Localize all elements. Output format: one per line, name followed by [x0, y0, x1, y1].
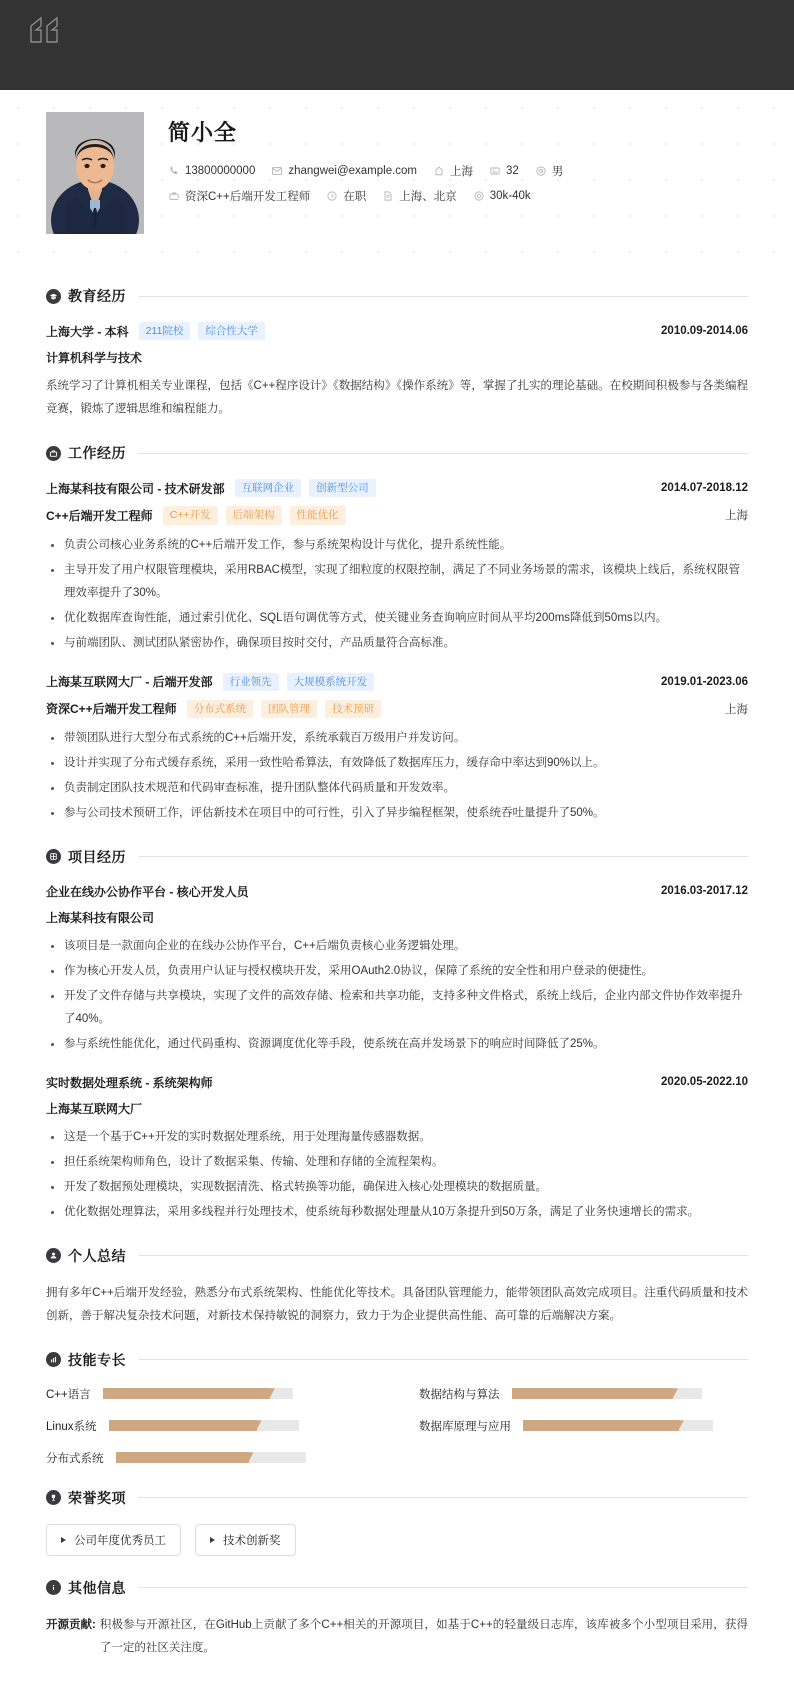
work-entry-headline [46, 673, 748, 691]
work-role: 资深C++后端开发工程师 [46, 702, 177, 717]
grid-icon [46, 849, 61, 864]
skill-progress-fill [523, 1420, 679, 1431]
work-role-line [46, 700, 748, 718]
award-label: 公司年度优秀员工 [74, 1534, 166, 1547]
top-banner [0, 0, 794, 90]
divider [138, 1497, 748, 1498]
work-date: 2014.07-2018.12 [661, 482, 748, 495]
work-company: 上海某互联网大厂 - 后端开发部 [46, 675, 213, 690]
profile-info [168, 112, 579, 213]
divider [138, 1587, 748, 1588]
project-entry-headline [46, 1074, 748, 1091]
trophy-icon [46, 1490, 61, 1505]
work-role-line [46, 506, 748, 524]
list-item: 担任系统架构师角色，设计了数据采集、传输、处理和存储的全流程架构。 [46, 1151, 748, 1174]
work-entry-headline [46, 479, 748, 497]
meta-gender-value: 男 [551, 166, 564, 178]
education-tag: 综合性大学 [198, 322, 265, 340]
section-projects [46, 847, 748, 1224]
list-item: 带领团队进行大型分布式系统的C++后端开发，系统承载百万级用户并发访问。 [46, 727, 748, 750]
id-card-icon [489, 165, 501, 177]
list-item: 这是一个基于C++开发的实时数据处理系统，用于处理海量传感器数据。 [46, 1126, 748, 1149]
other-info-text: 积极参与开源社区，在GitHub上贡献了多个C++相关的开源项目，如基于C++的轻量级日志库，该库被多个小型项目采用，获得了一定的社区关注度。 [99, 1618, 748, 1654]
info-icon [46, 1580, 61, 1595]
section-header-summary [46, 1246, 748, 1266]
skill-item [46, 1386, 375, 1402]
project-company: 上海某科技有限公司 [46, 910, 155, 925]
profile-header [0, 90, 794, 260]
list-item: 参与系统性能优化，通过代码重构、资源调度优化等手段，使系统在高并发场景下的响应时间降低了25%。 [46, 1033, 748, 1056]
project-date: 2016.03-2017.12 [661, 885, 748, 898]
section-other-info [46, 1578, 748, 1660]
project-date: 2020.05-2022.10 [661, 1076, 748, 1089]
education-school: 上海大学 - 本科 [46, 324, 129, 339]
section-title-other-info: 其他信息 [68, 1579, 126, 1596]
skill-progress-fill [109, 1420, 257, 1431]
resume-body [0, 260, 794, 1686]
home-icon [433, 165, 445, 177]
list-item: 优化数据处理算法，采用多线程并行处理技术，使系统每秒数据处理量从10万条提升到50万条，满足了业务快速增长的需求。 [46, 1201, 748, 1224]
page-title: 简小全 [168, 120, 238, 145]
list-item: 开发了数据预处理模块，实现数据清洗、格式转换等功能，确保进入核心处理模块的数据质量。 [46, 1176, 748, 1199]
list-item: 与前端团队、测试团队紧密协作，确保项目按时交付，产品质量符合高标准。 [46, 632, 748, 655]
other-info-label: 开源贡献: [46, 1618, 96, 1631]
skill-progress-track [109, 1420, 299, 1431]
skill-progress-fill [512, 1388, 674, 1399]
section-title-projects: 项目经历 [68, 848, 126, 865]
work-role-tag: 后端架构 [226, 506, 282, 524]
salary-icon [473, 190, 485, 202]
list-item: 作为核心开发人员，负责用户认证与授权模块开发，采用OAuth2.0协议，保障了系统的安全性和用户登录的便捷性。 [46, 960, 748, 983]
status-icon [326, 190, 338, 202]
list-item: 设计并实现了分布式缓存系统，采用一致性哈希算法，有效降低了数据库压力，缓存命中率达到90%以上。 [46, 752, 748, 775]
briefcase-icon [46, 446, 61, 461]
summary-text: 拥有多年C++后端开发经验，熟悉分布式系统架构、性能优化等技术。具备团队管理能力，能带领团队高效完成项目。注重代码质量和技术创新，善于解决复杂技术问题，对新技术保持敏锐的洞察力，致力于为企业提供高性能、高可靠的后端解决方案。 [46, 1286, 748, 1322]
meta-locations-value: 上海、北京 [399, 191, 457, 203]
divider [138, 856, 748, 857]
section-header-work [46, 443, 748, 463]
meta-status-value: 在职 [343, 191, 367, 203]
meta-city [433, 163, 473, 179]
meta-locations [382, 188, 457, 204]
project-entry [46, 1074, 748, 1224]
work-role-tag: C++开发 [163, 506, 218, 524]
section-work [46, 443, 748, 825]
award-label: 技术创新奖 [223, 1534, 281, 1547]
section-header-other-info [46, 1578, 748, 1598]
skill-progress-track [103, 1388, 293, 1399]
work-company-tag: 大规模系统开发 [287, 673, 375, 691]
person-icon [46, 1248, 61, 1263]
divider [138, 296, 748, 297]
meta-salary-value: 30k-40k [489, 190, 531, 202]
skill-item [419, 1418, 748, 1434]
awards-list [46, 1524, 748, 1556]
skill-label: 分布式系统 [46, 1452, 104, 1465]
work-company-tag: 互联网企业 [235, 479, 302, 497]
skill-label: 数据结构与算法 [419, 1388, 500, 1401]
list-item: 开发了文件存储与共享模块，实现了文件的高效存储、检索和共享功能，支持多种文件格式，系统上线后，企业内部文件协作效率提升了40%。 [46, 985, 748, 1031]
award-chip[interactable] [195, 1524, 296, 1556]
section-education [46, 286, 748, 421]
meta-status [326, 188, 366, 204]
list-item: 主导开发了用户权限管理模块，采用RBAC模型，实现了细粒度的权限控制，满足了不同业务场景的需求，该模块上线后，系统权限管理效率提升了30%。 [46, 559, 748, 605]
work-date: 2019.01-2023.06 [661, 675, 748, 688]
project-bullets [46, 935, 748, 1056]
mail-icon [271, 165, 283, 177]
skill-item [419, 1386, 748, 1402]
education-tag: 211院校 [139, 322, 191, 340]
project-name: 实时数据处理系统 - 系统架构师 [46, 1075, 213, 1090]
work-bullets [46, 727, 748, 825]
divider [138, 453, 748, 454]
divider [138, 1255, 748, 1256]
work-entry [46, 479, 748, 654]
phone-icon [168, 165, 180, 177]
quote-mark-icon [25, 12, 67, 54]
work-role-tag: 性能优化 [290, 506, 346, 524]
work-role-tag: 团队管理 [261, 700, 317, 718]
section-title-skills: 技能专长 [68, 1351, 126, 1368]
work-company: 上海某科技有限公司 - 技术研发部 [46, 481, 225, 496]
skill-progress-track [116, 1452, 306, 1463]
work-company-tag: 行业领先 [223, 673, 279, 691]
project-entry-headline [46, 883, 748, 900]
play-triangle-icon [210, 1537, 215, 1543]
list-item: 负责制定团队技术规范和代码审查标准，提升团队整体代码质量和开发效率。 [46, 777, 748, 800]
meta-row-job [168, 188, 579, 204]
gender-icon [535, 165, 547, 177]
work-bullets [46, 534, 748, 655]
skill-item [46, 1450, 375, 1466]
education-description: 系统学习了计算机相关专业课程，包括《C++程序设计》《数据结构》《操作系统》等，掌握了扎实的理论基础。在校期间积极参与各类编程竞赛，锻炼了逻辑思维和编程能力。 [46, 380, 748, 416]
section-title-awards: 荣誉奖项 [68, 1489, 126, 1506]
section-skills [46, 1350, 748, 1466]
skill-progress-fill [116, 1452, 249, 1463]
work-entry [46, 673, 748, 825]
skill-progress-fill [103, 1388, 270, 1399]
other-info-row [46, 1614, 748, 1660]
meta-email [271, 165, 417, 177]
play-triangle-icon [61, 1537, 66, 1543]
project-bullets [46, 1126, 748, 1224]
list-item: 该项目是一款面向企业的在线办公协作平台，C++后端负责核心业务逻辑处理。 [46, 935, 748, 958]
project-name: 企业在线办公协作平台 - 核心开发人员 [46, 884, 249, 899]
work-role: C++后端开发工程师 [46, 508, 153, 523]
list-item: 优化数据库查询性能，通过索引优化、SQL语句调优等方式，使关键业务查询响应时间从平均200ms降低到50ms以内。 [46, 607, 748, 630]
meta-gender [535, 163, 564, 179]
section-summary [46, 1246, 748, 1328]
education-entry-headline [46, 322, 748, 340]
project-entry [46, 883, 748, 1056]
list-item: 负责公司核心业务系统的C++后端开发工作，参与系统架构设计与优化，提升系统性能。 [46, 534, 748, 557]
skill-progress-track [512, 1388, 702, 1399]
meta-salary [473, 190, 531, 202]
project-company: 上海某互联网大厂 [46, 1101, 143, 1116]
meta-phone-value: 13800000000 [185, 165, 256, 177]
work-role-tag: 技术预研 [325, 700, 381, 718]
work-role-tag: 分布式系统 [187, 700, 254, 718]
meta-position [168, 188, 310, 204]
meta-age [489, 165, 519, 177]
section-title-summary: 个人总结 [68, 1247, 126, 1264]
award-chip[interactable] [46, 1524, 181, 1556]
education-major: 计算机科学与技术 [46, 351, 143, 366]
section-header-awards [46, 1488, 748, 1508]
work-location: 上海 [725, 703, 748, 716]
graduation-cap-icon [46, 289, 61, 304]
section-title-education: 教育经历 [68, 288, 126, 304]
skill-label: 数据库原理与应用 [419, 1420, 511, 1433]
section-header-education [46, 286, 748, 306]
meta-phone [168, 165, 255, 177]
meta-row-contact [168, 163, 579, 179]
document-icon [382, 190, 394, 202]
section-header-projects [46, 847, 748, 867]
meta-city-value: 上海 [450, 166, 474, 178]
skill-label: Linux系统 [46, 1420, 97, 1433]
chart-icon [46, 1352, 61, 1367]
meta-email-value: zhangwei@example.com [288, 165, 418, 177]
skill-label: C++语言 [46, 1388, 91, 1401]
briefcase-icon [168, 190, 180, 202]
avatar [46, 112, 144, 234]
education-entry [46, 322, 748, 421]
meta-age-value: 32 [506, 165, 519, 177]
divider [138, 1359, 748, 1360]
list-item: 参与公司技术预研工作，评估新技术在项目中的可行性，引入了异步编程框架，使系统吞吐量提升了50%。 [46, 802, 748, 825]
work-company-tag: 创新型公司 [309, 479, 376, 497]
meta-position-value: 资深C++后端开发工程师 [185, 191, 311, 203]
education-date: 2010.09-2014.06 [661, 325, 748, 338]
section-title-work: 工作经历 [68, 445, 126, 462]
skills-grid [46, 1386, 748, 1466]
skill-progress-track [523, 1420, 713, 1431]
section-awards [46, 1488, 748, 1556]
work-location: 上海 [725, 510, 748, 523]
section-header-skills [46, 1350, 748, 1370]
skill-item [46, 1418, 375, 1434]
